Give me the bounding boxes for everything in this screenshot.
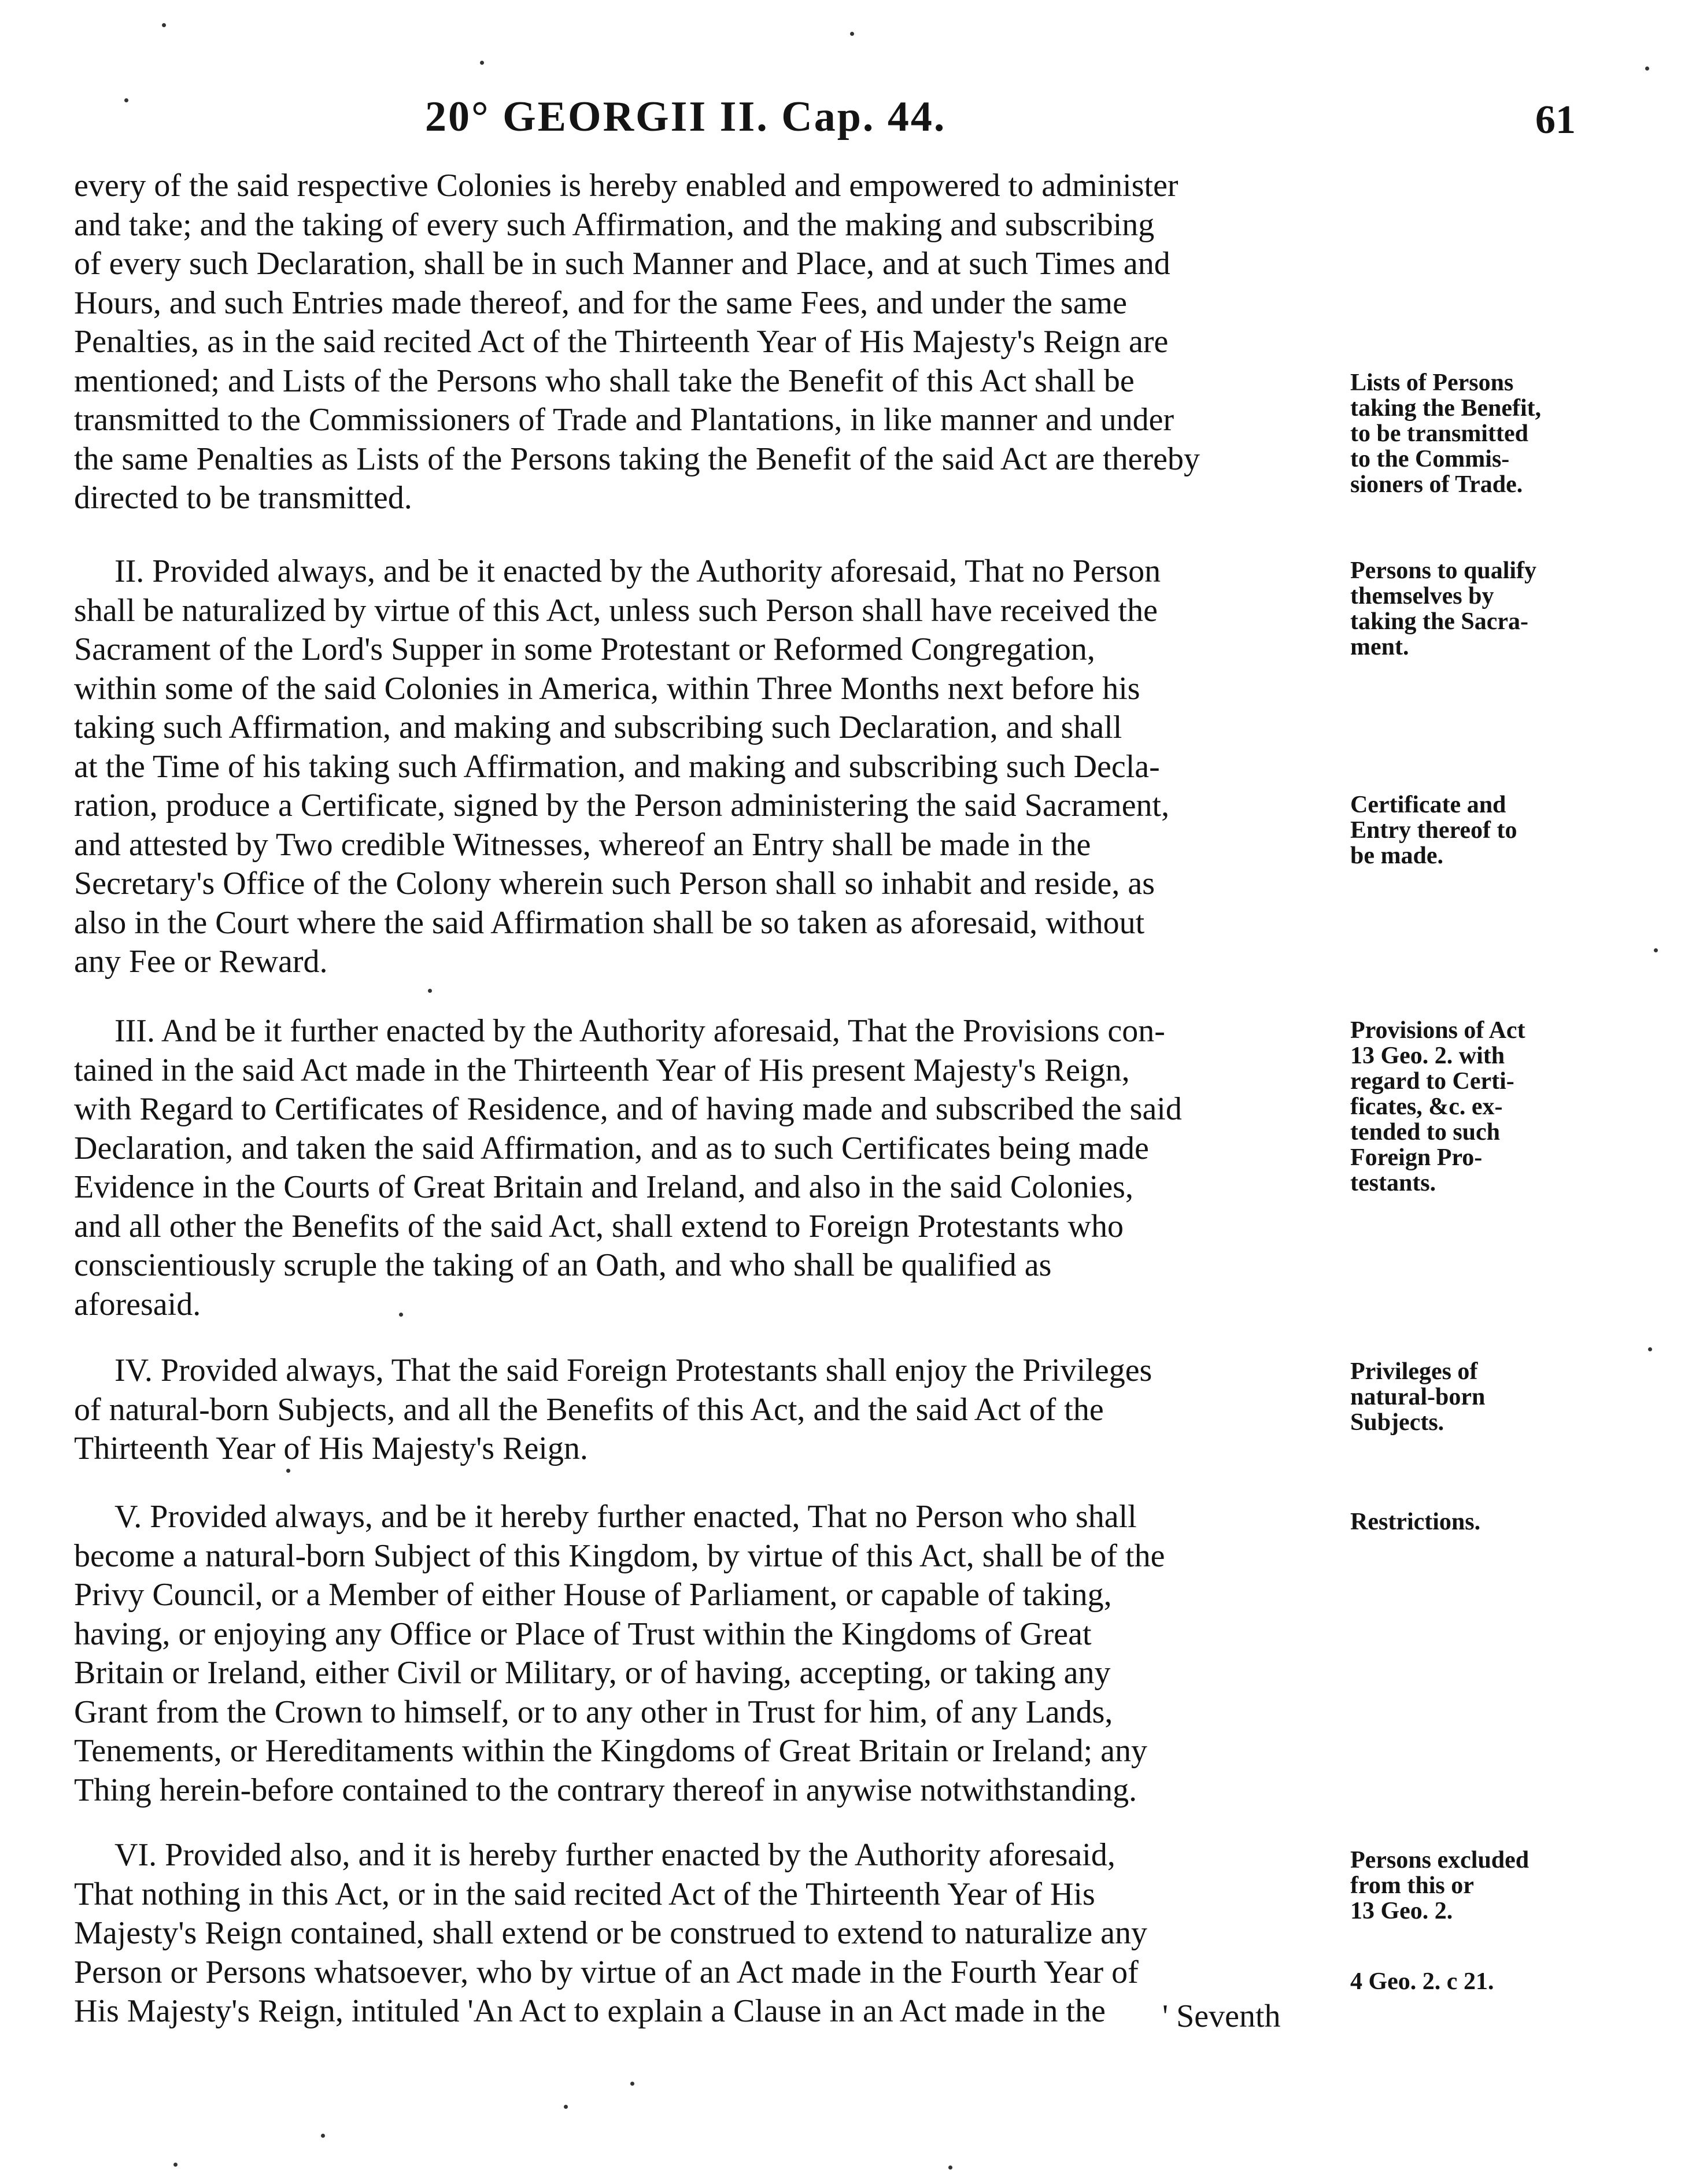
note-line: 13 Geo. 2. <box>1350 1898 1453 1924</box>
text-line: transmitted to the Commissioners of Trade and Plantations, in like manner and under <box>74 402 1174 438</box>
text-line: having, or enjoying any Office or Place of Trust within the Kingdoms of Great <box>74 1616 1092 1652</box>
scan-speck <box>850 32 854 36</box>
paragraph-section-4 <box>74 1351 1335 1469</box>
text-line: shall be naturalized by virtue of this Act, unless such Person shall have received the <box>74 592 1158 629</box>
text-line: also in the Court where the said Affirmation shall be so taken as aforesaid, without <box>74 904 1145 941</box>
scan-speck <box>1645 66 1649 71</box>
text-line: Thing herein-before contained to the contrary thereof in anywise notwithstanding. <box>74 1772 1137 1808</box>
text-line: within some of the said Colonies in America, within Three Months next before his <box>74 670 1140 707</box>
scan-speck <box>162 23 166 27</box>
text-line: become a natural-born Subject of this Kingdom, by virtue of this Act, shall be of the <box>74 1538 1165 1574</box>
note-line: testants. <box>1350 1170 1436 1196</box>
text-line: of every such Declaration, shall be in such Manner and Place, and at such Times and <box>74 246 1170 282</box>
note-line: regard to Certi- <box>1350 1068 1514 1095</box>
text-line: taking such Affirmation, and making and subscribing such Declaration, and shall <box>74 709 1122 745</box>
note-line: Persons to qualify <box>1350 557 1537 584</box>
text-line: Person or Persons whatsoever, who by virtue of an Act made in the Fourth Year of <box>74 1954 1139 1990</box>
text-line: VI. Provided also, and it is hereby further enacted by the Authority aforesaid, <box>114 1837 1115 1873</box>
margin-note-certificate <box>1350 792 1570 869</box>
text-line: any Fee or Reward. <box>74 944 328 980</box>
paragraph-section-2 <box>74 552 1335 982</box>
scan-speck <box>428 989 432 993</box>
text-line: Hours, and such Entries made thereof, and for the same Fees, and under the same <box>74 284 1127 321</box>
text-line: Evidence in the Courts of Great Britain and Ireland, and also in the said Colonies, <box>74 1169 1133 1205</box>
scan-speck <box>399 1313 403 1317</box>
text-line: Tenements, or Hereditaments within the Kingdoms of Great Britain or Ireland; any <box>74 1733 1148 1769</box>
text-line: at the Time of his taking such Affirmation, and making and subscribing such Decla- <box>74 748 1160 785</box>
text-line: III. And be it further enacted by the Authority aforesaid, That the Provisions con- <box>114 1013 1165 1049</box>
text-line: the same Penalties as Lists of the Persons taking the Benefit of the said Act are thereby <box>74 441 1200 477</box>
note-line: Restrictions. <box>1350 1509 1481 1535</box>
text-line: and attested by Two credible Witnesses, whereof an Entry shall be made in the <box>74 826 1091 863</box>
text-line: directed to be transmitted. <box>74 480 412 516</box>
text-line: Britain or Ireland, either Civil or Military, or of having, accepting, or taking any <box>74 1655 1111 1691</box>
scan-speck <box>173 2163 178 2167</box>
text-line: aforesaid. <box>74 1286 201 1322</box>
text-line: with Regard to Certificates of Residence, and of having made and subscribed the said <box>74 1091 1182 1127</box>
note-line: 4 Geo. 2. c 21. <box>1350 1968 1494 1995</box>
text-line: Majesty's Reign contained, shall extend or be construed to extend to naturalize any <box>74 1915 1147 1951</box>
text-line: tained in the said Act made in the Thirteenth Year of His present Majesty's Reign, <box>74 1052 1130 1088</box>
scan-speck <box>564 2105 568 2109</box>
text-line: conscientiously scruple the taking of an Oath, and who shall be qualified as <box>74 1247 1052 1283</box>
scan-speck <box>286 1469 290 1473</box>
note-line: Persons excluded <box>1350 1847 1529 1873</box>
paragraph-section-3 <box>74 1012 1335 1324</box>
text-line: and all other the Benefits of the said Act, shall extend to Foreign Protestants who <box>74 1208 1124 1244</box>
paragraph-continuation <box>74 167 1335 518</box>
note-line: natural-born <box>1350 1384 1486 1410</box>
scan-speck <box>480 61 484 65</box>
margin-note-privileges <box>1350 1359 1570 1435</box>
margin-note-restrictions <box>1350 1509 1570 1535</box>
text-line: Declaration, and taken the said Affirmation, and as to such Certificates being made <box>74 1130 1149 1166</box>
note-line: Foreign Pro- <box>1350 1144 1483 1171</box>
scan-speck <box>321 2134 325 2138</box>
scan-speck <box>1654 948 1658 952</box>
margin-note-lists <box>1350 370 1570 497</box>
scan-speck <box>630 2082 634 2086</box>
paragraph-section-6 <box>74 1836 1335 2031</box>
text-line: of natural-born Subjects, and all the Benefits of this Act, and the said Act of the <box>74 1391 1104 1428</box>
note-line: taking the Benefit, <box>1350 395 1542 422</box>
text-line: Penalties, as in the said recited Act of the Thirteenth Year of His Majesty's Reign are <box>74 324 1169 360</box>
margin-note-provisions <box>1350 1018 1570 1196</box>
note-line: to be transmitted <box>1350 420 1528 447</box>
margin-note-sacrament <box>1350 558 1570 660</box>
text-line: Sacrament of the Lord's Supper in some Protestant or Reformed Congregation, <box>74 631 1095 667</box>
note-line: be made. <box>1350 842 1443 869</box>
paragraph-section-5 <box>74 1498 1335 1810</box>
scan-speck <box>124 98 128 102</box>
text-line: mentioned; and Lists of the Persons who shall take the Benefit of this Act shall be <box>74 363 1135 399</box>
text-line: V. Provided always, and be it hereby further enacted, That no Person who shall <box>114 1499 1137 1535</box>
note-line: Entry thereof to <box>1350 817 1517 844</box>
note-line: to the Commis- <box>1350 446 1510 472</box>
text-line: every of the said respective Colonies is hereby enabled and empowered to administer <box>74 168 1178 204</box>
note-line: Lists of Persons <box>1350 369 1514 396</box>
text-line: Thirteenth Year of His Majesty's Reign. <box>74 1431 588 1466</box>
text-line: II. Provided always, and be it enacted by the Authority aforesaid, That no Person <box>114 553 1161 589</box>
text-line: His Majesty's Reign, intituled 'An Act to explain a Clause in an Act made in the <box>74 1993 1106 2029</box>
note-line: ment. <box>1350 634 1409 660</box>
text-line: That nothing in this Act, or in the said recited Act of the Thirteenth Year of His <box>74 1876 1095 1912</box>
note-line: ficates, &c. ex- <box>1350 1093 1503 1120</box>
page-number: 61 <box>1535 98 1576 142</box>
note-line: Provisions of Act <box>1350 1017 1525 1044</box>
text-line: Grant from the Crown to himself, or to any other in Trust for him, of any Lands, <box>74 1694 1113 1730</box>
text-line: Privy Council, or a Member of either House of Parliament, or capable of taking, <box>74 1577 1112 1613</box>
note-line: tended to such <box>1350 1119 1501 1145</box>
note-line: from this or <box>1350 1872 1474 1899</box>
note-line: taking the Sacra- <box>1350 608 1528 635</box>
margin-note-citation <box>1350 1969 1570 1994</box>
catchword: ' Seventh <box>1162 1998 1281 2034</box>
note-line: 13 Geo. 2. with <box>1350 1043 1505 1069</box>
note-line: themselves by <box>1350 583 1494 609</box>
text-line: Secretary's Office of the Colony wherein such Person shall so inhabit and reside, as <box>74 866 1155 901</box>
text-line: ration, produce a Certificate, signed by the Person administering the said Sacrament, <box>74 788 1170 823</box>
note-line: Privileges of <box>1350 1358 1478 1385</box>
note-line: Subjects. <box>1350 1409 1444 1436</box>
note-line: sioners of Trade. <box>1350 471 1523 498</box>
scan-speck <box>1648 1347 1652 1351</box>
text-line: IV. Provided always, That the said Foreign Protestants shall enjoy the Privileges <box>114 1352 1152 1388</box>
page-header <box>0 93 1681 156</box>
note-line: Certificate and <box>1350 792 1506 818</box>
scan-speck <box>948 2165 952 2170</box>
text-line: and take; and the taking of every such Affirmation, and the making and subscribing <box>74 206 1155 243</box>
margin-note-excluded <box>1350 1847 1570 1924</box>
running-title: 20° GEORGII II. Cap. 44. <box>425 93 947 141</box>
